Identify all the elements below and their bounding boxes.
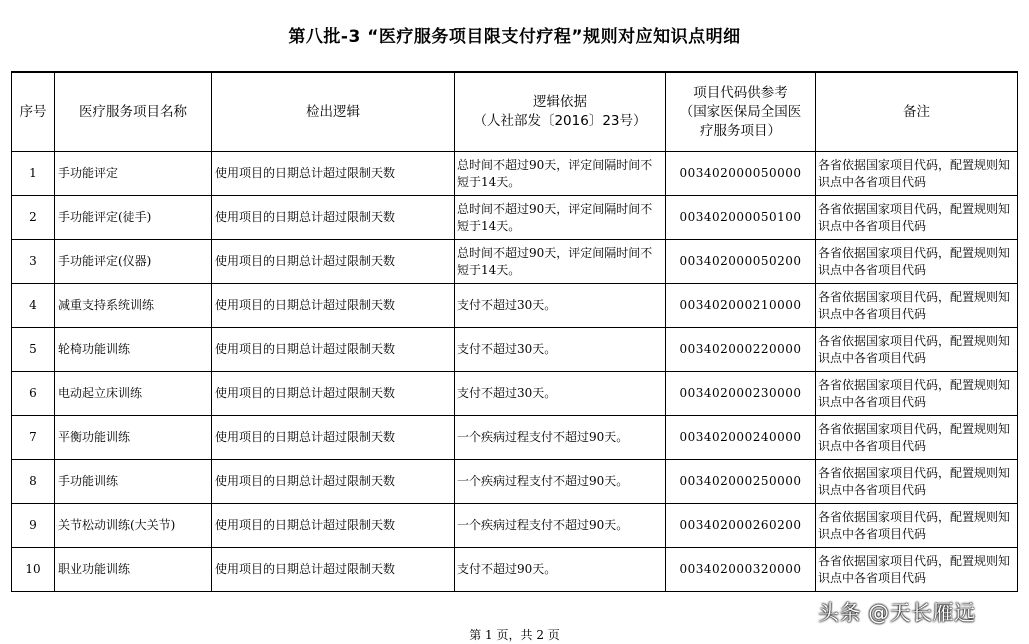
cell-code: 003402000230000 <box>666 372 816 416</box>
cell-name: 关节松动训练(大关节) <box>55 504 212 548</box>
table-row <box>12 416 1018 460</box>
cell-name: 手功能评定 <box>55 152 212 196</box>
cell-code: 003402000050000 <box>666 152 816 196</box>
cell-logic: 使用项目的日期总计超过限制天数 <box>212 284 455 328</box>
cell-no: 8 <box>12 460 55 504</box>
cell-basis: 总时间不超过90天，评定间隔时间不短于14天。 <box>455 152 666 196</box>
cell-name: 电动起立床训练 <box>55 372 212 416</box>
cell-remark: 各省依据国家项目代码，配置规则知识点中各省项目代码 <box>816 152 1018 196</box>
header-code <box>666 72 816 152</box>
cell-code: 003402000320000 <box>666 548 816 592</box>
watermark: 头条 @天长雁远 <box>818 601 976 625</box>
cell-no: 7 <box>12 416 55 460</box>
cell-no: 6 <box>12 372 55 416</box>
cell-code: 003402000220000 <box>666 328 816 372</box>
cell-code: 003402000250000 <box>666 460 816 504</box>
table-row <box>12 460 1018 504</box>
cell-name: 职业功能训练 <box>55 548 212 592</box>
cell-name: 轮椅功能训练 <box>55 328 212 372</box>
table-row <box>12 548 1018 592</box>
page-title: 第八批-3 “医疗服务项目限支付疗程”规则对应知识点明细 <box>288 27 741 47</box>
cell-logic: 使用项目的日期总计超过限制天数 <box>212 548 455 592</box>
cell-logic: 使用项目的日期总计超过限制天数 <box>212 504 455 548</box>
cell-remark: 各省依据国家项目代码，配置规则知识点中各省项目代码 <box>816 548 1018 592</box>
table-row <box>12 240 1018 284</box>
cell-name: 平衡功能训练 <box>55 416 212 460</box>
header-basis-line2: （人社部发〔2016〕23号） <box>473 113 647 129</box>
header-remark: 备注 <box>816 72 1018 152</box>
cell-code: 003402000210000 <box>666 284 816 328</box>
cell-basis: 支付不超过30天。 <box>455 328 666 372</box>
cell-code: 003402000050100 <box>666 196 816 240</box>
table-header-row <box>12 72 1018 152</box>
table-row <box>12 284 1018 328</box>
cell-no: 5 <box>12 328 55 372</box>
cell-no: 4 <box>12 284 55 328</box>
cell-basis: 一个疾病过程支付不超过90天。 <box>455 504 666 548</box>
rules-table <box>11 71 1018 592</box>
cell-remark: 各省依据国家项目代码，配置规则知识点中各省项目代码 <box>816 416 1018 460</box>
header-name: 医疗服务项目名称 <box>55 72 212 152</box>
cell-basis: 一个疾病过程支付不超过90天。 <box>455 460 666 504</box>
cell-remark: 各省依据国家项目代码，配置规则知识点中各省项目代码 <box>816 284 1018 328</box>
cell-basis: 支付不超过90天。 <box>455 548 666 592</box>
cell-basis: 一个疾病过程支付不超过90天。 <box>455 416 666 460</box>
header-code-line3: 疗服务项目） <box>700 122 781 139</box>
cell-code: 003402000050200 <box>666 240 816 284</box>
cell-logic: 使用项目的日期总计超过限制天数 <box>212 152 455 196</box>
table-row <box>12 372 1018 416</box>
cell-name: 手功能评定(徒手) <box>55 196 212 240</box>
cell-remark: 各省依据国家项目代码，配置规则知识点中各省项目代码 <box>816 460 1018 504</box>
cell-remark: 各省依据国家项目代码，配置规则知识点中各省项目代码 <box>816 504 1018 548</box>
table-row <box>12 328 1018 372</box>
cell-remark: 各省依据国家项目代码，配置规则知识点中各省项目代码 <box>816 372 1018 416</box>
cell-no: 1 <box>12 152 55 196</box>
cell-basis: 支付不超过30天。 <box>455 284 666 328</box>
cell-name: 减重支持系统训练 <box>55 284 212 328</box>
header-logic: 检出逻辑 <box>212 72 455 152</box>
cell-basis: 总时间不超过90天，评定间隔时间不短于14天。 <box>455 196 666 240</box>
cell-logic: 使用项目的日期总计超过限制天数 <box>212 196 455 240</box>
cell-remark: 各省依据国家项目代码，配置规则知识点中各省项目代码 <box>816 240 1018 284</box>
cell-code: 003402000260200 <box>666 504 816 548</box>
header-basis <box>455 72 666 152</box>
table-row <box>12 504 1018 548</box>
cell-logic: 使用项目的日期总计超过限制天数 <box>212 372 455 416</box>
cell-logic: 使用项目的日期总计超过限制天数 <box>212 328 455 372</box>
cell-logic: 使用项目的日期总计超过限制天数 <box>212 416 455 460</box>
table-row <box>12 196 1018 240</box>
header-basis-line1: 逻辑依据 <box>533 94 587 110</box>
cell-remark: 各省依据国家项目代码，配置规则知识点中各省项目代码 <box>816 196 1018 240</box>
table-row <box>12 152 1018 196</box>
cell-remark: 各省依据国家项目代码，配置规则知识点中各省项目代码 <box>816 328 1018 372</box>
header-code-line1: 项目代码供参考 <box>693 84 788 101</box>
cell-basis: 总时间不超过90天，评定间隔时间不短于14天。 <box>455 240 666 284</box>
cell-no: 10 <box>12 548 55 592</box>
cell-name: 手功能训练 <box>55 460 212 504</box>
cell-code: 003402000240000 <box>666 416 816 460</box>
cell-no: 2 <box>12 196 55 240</box>
cell-name: 手功能评定(仪器) <box>55 240 212 284</box>
cell-basis: 支付不超过30天。 <box>455 372 666 416</box>
header-code-line2: （国家医保局全国医 <box>679 103 802 120</box>
cell-no: 9 <box>12 504 55 548</box>
page-footer: 第 1 页，共 2 页 <box>469 628 560 642</box>
cell-logic: 使用项目的日期总计超过限制天数 <box>212 240 455 284</box>
cell-no: 3 <box>12 240 55 284</box>
header-no: 序号 <box>12 72 55 152</box>
cell-logic: 使用项目的日期总计超过限制天数 <box>212 460 455 504</box>
